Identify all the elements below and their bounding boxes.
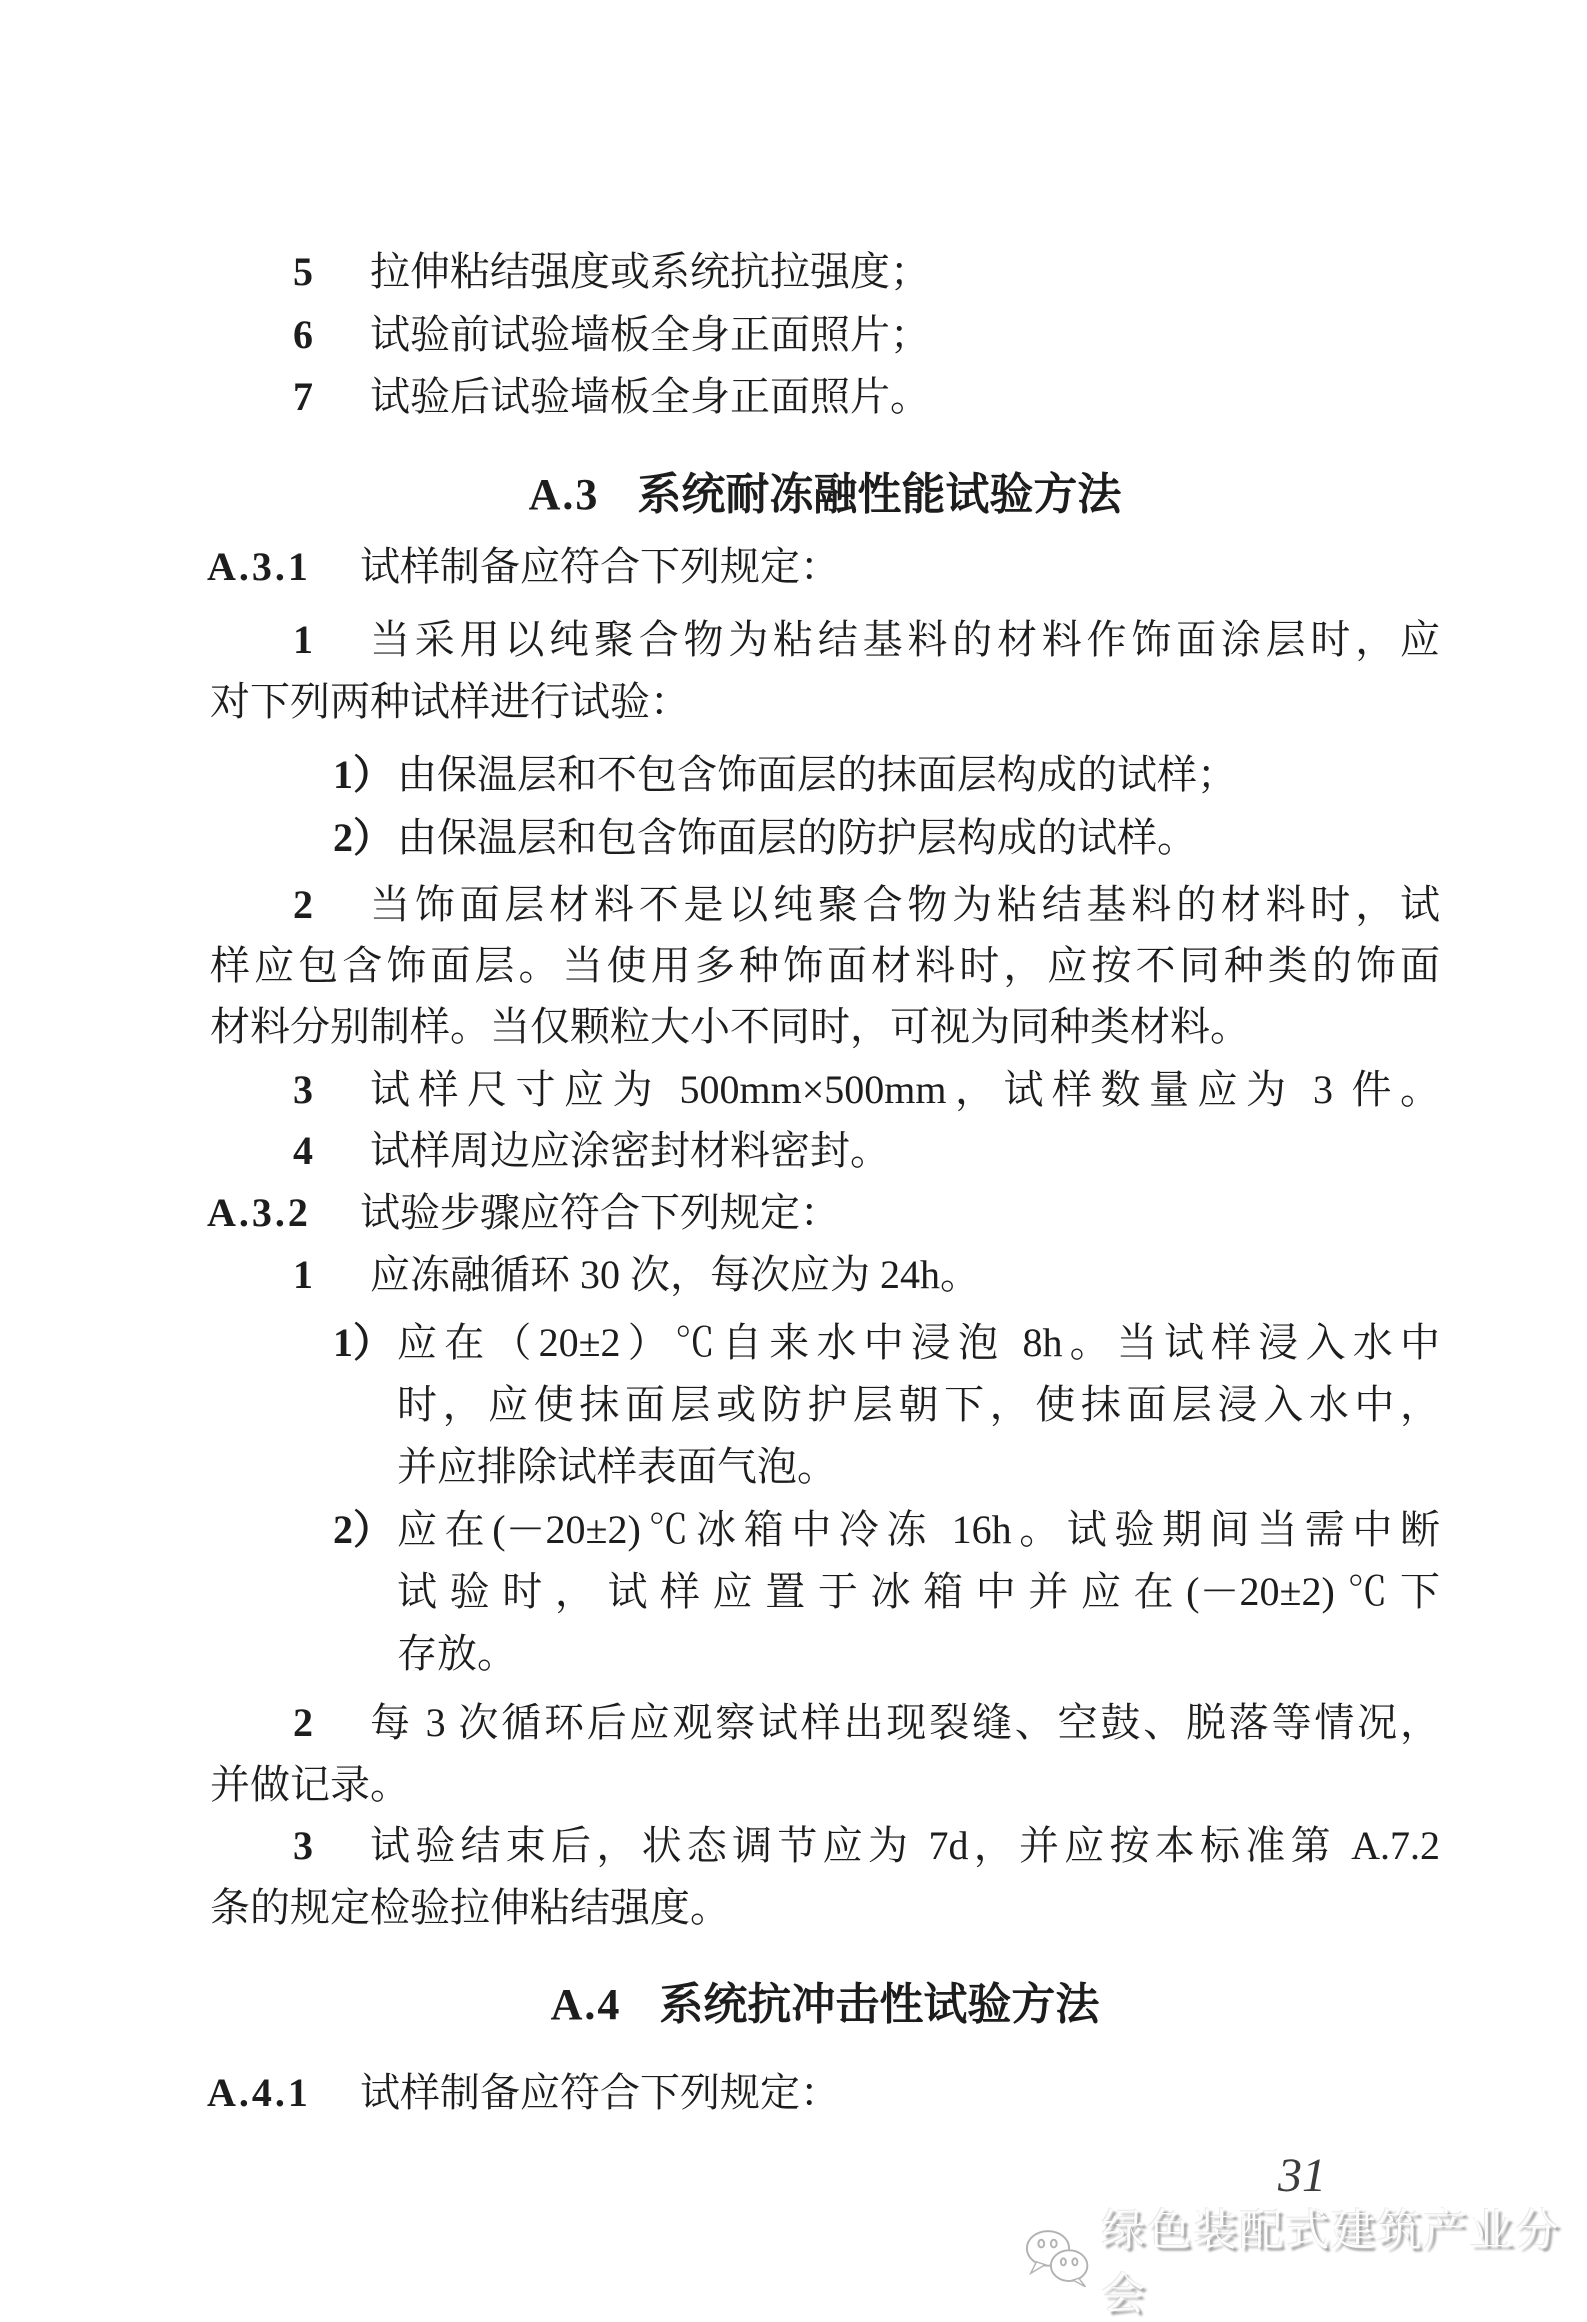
item-number: 2 [293, 882, 313, 927]
paragraph-line [210, 935, 1440, 997]
list-item-line [293, 1815, 1440, 1877]
line-text: 样应包含饰面层。当使用多种饰面材料时，应按不同种类的饰面 [210, 943, 1440, 988]
subitem-number: 1） [333, 752, 393, 797]
line-text: 每 3 次循环后应观察试样出现裂缝、空鼓、脱落等情况， [370, 1700, 1440, 1745]
section-number: A.4.1 [207, 2070, 311, 2115]
watermark [1024, 2194, 1587, 2322]
item-number: 3 [293, 1067, 313, 1112]
sub-item-line [333, 744, 1237, 806]
line-text: 存放。 [397, 1631, 517, 1676]
chapter-heading [210, 462, 1440, 528]
line-text: 材料分别制样。当仅颗粒大小不同时，可视为同种类材料。 [210, 1004, 1250, 1049]
list-item-line [293, 1120, 890, 1182]
sub-item-continuation-line [397, 1436, 837, 1498]
sub-item-continuation-line [397, 1623, 517, 1685]
paragraph-line [210, 996, 1250, 1058]
section-line [207, 536, 840, 598]
list-item-line [293, 304, 930, 366]
line-text: 试验步骤应符合下列规定： [360, 1190, 840, 1235]
list-item-line [293, 241, 930, 303]
heading-title: 系统耐冻融性能试验方法 [637, 470, 1122, 519]
paragraph-line [210, 671, 690, 733]
paragraph-line [210, 1754, 410, 1816]
section-line [207, 2062, 840, 2124]
list-item-line [293, 1059, 1440, 1121]
section-number: A.3.1 [207, 544, 311, 589]
line-text: 并应排除试样表面气泡。 [397, 1444, 837, 1489]
item-number: 4 [293, 1128, 313, 1173]
item-number: 1 [293, 1252, 313, 1297]
heading-number: A.3 [528, 470, 600, 519]
heading-number: A.4 [550, 1980, 622, 2029]
watermark-text: 绿色装配式建筑产业分会 [1101, 2206, 1562, 2319]
line-text: 试验后试验墙板全身正面照片。 [370, 374, 930, 419]
item-number: 5 [293, 249, 313, 294]
line-text: 试验前试验墙板全身正面照片； [370, 312, 930, 357]
list-item-line [293, 366, 930, 428]
line-text: 应在(－20±2)℃冰箱中冷冻 16h。试验期间当需中断 [397, 1507, 1440, 1552]
line-text: 当饰面层材料不是以纯聚合物为粘结基料的材料时，试 [370, 882, 1440, 927]
line-text: 试样制备应符合下列规定： [360, 544, 840, 589]
sub-item-line [333, 1312, 1440, 1374]
sub-item-continuation-line [397, 1561, 1440, 1623]
line-text: 拉伸粘结强度或系统抗拉强度； [370, 249, 930, 294]
list-item-line [293, 874, 1440, 936]
item-number: 3 [293, 1823, 313, 1868]
item-number: 6 [293, 312, 313, 357]
list-item-line [293, 1692, 1440, 1754]
line-text: 由保温层和不包含饰面层的抹面层构成的试样； [397, 752, 1237, 797]
section-line [207, 1182, 840, 1244]
subitem-number: 2） [333, 1507, 393, 1552]
sub-item-line [333, 1499, 1440, 1561]
list-item-line [293, 1244, 980, 1306]
line-text: 试验结束后，状态调节应为 7d，并应按本标准第 A.7.2 [370, 1823, 1440, 1868]
sub-item-line [333, 807, 1197, 869]
line-text: 试验时，试样应置于冰箱中并应在(－20±2)℃下 [397, 1569, 1440, 1614]
subitem-number: 2） [333, 815, 393, 860]
sub-item-continuation-line [397, 1374, 1440, 1436]
paragraph-line [210, 1877, 730, 1939]
line-text: 并做记录。 [210, 1762, 410, 1807]
line-text: 试样周边应涂密封材料密封。 [370, 1128, 890, 1173]
line-text: 试样尺寸应为 500mm×500mm，试样数量应为 3 件。 [370, 1067, 1440, 1112]
item-number: 7 [293, 374, 313, 419]
item-number: 2 [293, 1700, 313, 1745]
line-text: 当采用以纯聚合物为粘结基料的材料作饰面涂层时，应 [370, 617, 1440, 662]
line-text: 对下列两种试样进行试验： [210, 679, 690, 724]
line-text: 应冻融循环 30 次，每次应为 24h。 [370, 1252, 980, 1297]
section-number: A.3.2 [207, 1190, 311, 1235]
item-number: 1 [293, 617, 313, 662]
line-text: 由保温层和包含饰面层的防护层构成的试样。 [397, 815, 1197, 860]
page-number: 31 [1278, 2149, 1326, 2202]
wechat-icon [1024, 2227, 1091, 2289]
chapter-heading [210, 1972, 1440, 2038]
subitem-number: 1） [333, 1320, 393, 1365]
line-text: 条的规定检验拉伸粘结强度。 [210, 1885, 730, 1930]
heading-title: 系统抗冲击性试验方法 [659, 1980, 1100, 2029]
line-text: 时，应使抹面层或防护层朝下，使抹面层浸入水中， [397, 1382, 1440, 1427]
list-item-line [293, 609, 1440, 671]
line-text: 试样制备应符合下列规定： [360, 2070, 840, 2115]
line-text: 应在（20±2）℃自来水中浸泡 8h。当试样浸入水中 [397, 1320, 1440, 1365]
